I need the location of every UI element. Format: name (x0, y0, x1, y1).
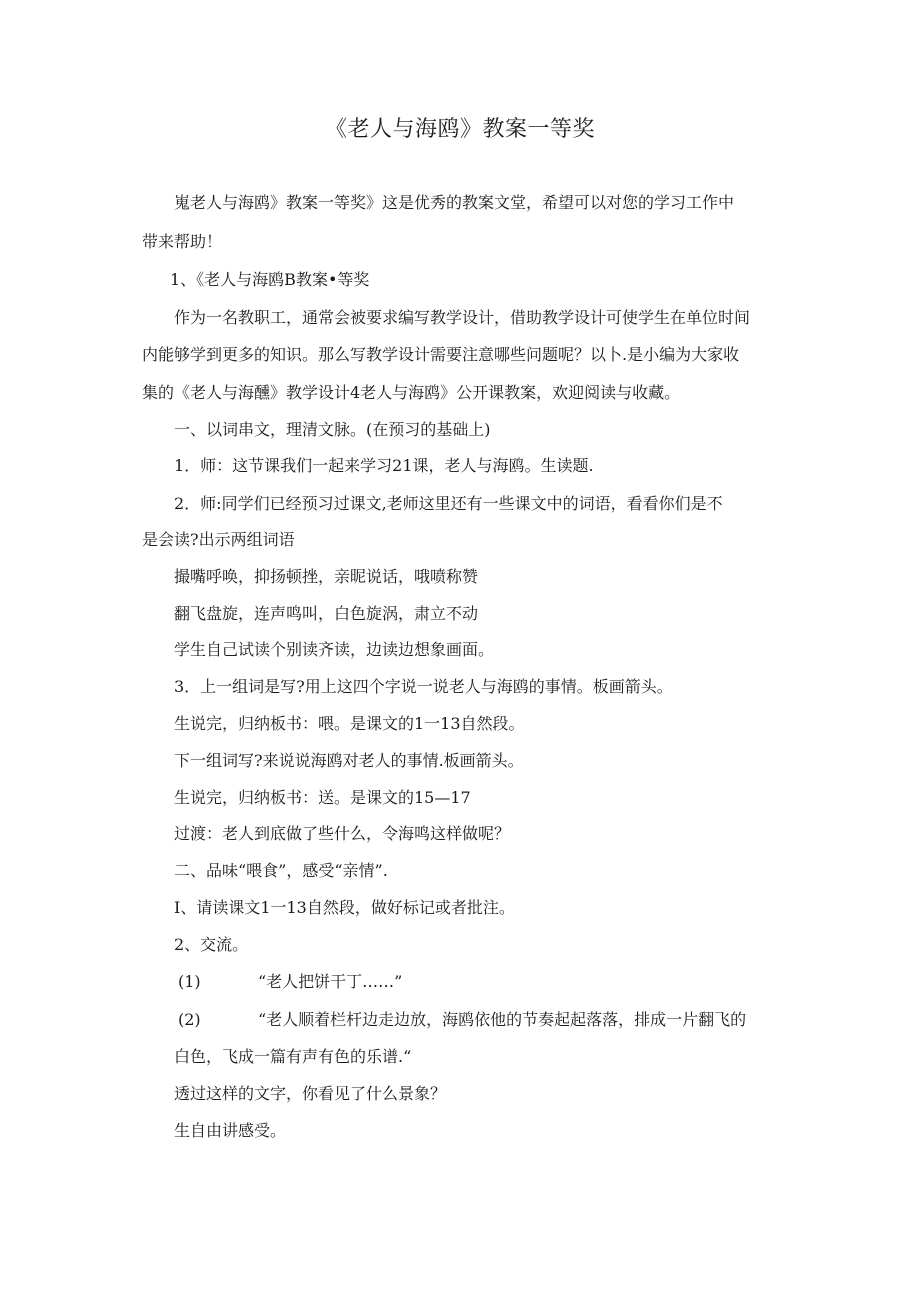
paragraph-line: 作为一名教职工，通常会被要求编写教学设计，借助教学设计可使学生在单位时间 (174, 308, 751, 327)
paragraph-line: 透过这样的文字，你看见了什么景象？ (174, 1084, 447, 1103)
item-number: (1) (178, 972, 201, 991)
paragraph-line: 学生自己试读个别读齐读，边读边想象画面。 (174, 640, 495, 659)
paragraph-line: 下一组词写?来说说海鸥对老人的事情.板画箭头。 (174, 751, 524, 770)
section-heading: 一、以词串文，理清文脉。(在预习的基础上) (174, 420, 491, 439)
word-list-line: 撮嘴呼唤，抑扬顿挫，亲昵说话，哦喷称赞 (174, 567, 479, 586)
paragraph-line: 内能够学到更多的知识。那么写教学设计需要注意哪些问题呢？以卜.是小编为大家收 (142, 345, 740, 364)
document-title: 《老人与海鸥》教案一等奖 (324, 117, 595, 142)
quoted-text: “老人顺着栏杆边走边放，海鸥依他的节奏起起落落，排成一片翻飞的 (258, 1010, 747, 1029)
quoted-text: “老人把饼干丁……” (258, 972, 403, 991)
paragraph-line: 过渡：老人到底做了些什么，令海鸣这样做呢？ (174, 824, 511, 843)
paragraph-line: 生说完，归纳板书：喂。是课文的1一13自然段。 (174, 714, 525, 733)
paragraph-line: 2、交流。 (174, 935, 249, 954)
section-heading: 二、品味“喂食”，感受“亲情”. (174, 861, 388, 880)
paragraph-line: 生自由讲感受。 (174, 1121, 287, 1140)
word-list-line: 翻飞盘旋，连声鸣叫，白色旋涡，肃立不动 (174, 604, 479, 623)
paragraph-line: 3．上一组词是写?用上这四个字说一说老人与海鸥的事情。板画箭头。 (174, 677, 673, 696)
paragraph-line: 生说完，归纳板书：送。是课文的15—17 (174, 788, 471, 807)
paragraph-line: 集的《老人与海醺》教学设计4老人与海鸥》公开课教案，欢迎阅读与收藏。 (142, 383, 681, 402)
paragraph-line: 1．师：这节课我们一起来学习21课，老人与海鸥。生读题. (174, 456, 594, 475)
section-heading: 1、《老人与海鸥B教案•等奖 (170, 270, 370, 289)
paragraph-line: 是会读?出示两组词语 (142, 530, 295, 549)
paragraph-line: I、请读课文1一13自然段，做好标记或者批注。 (174, 898, 515, 917)
paragraph-line: 嵬老人与海鸥》教案一等奖》这是优秀的教案文堂，希望可以对您的学习工作中 (174, 193, 735, 212)
paragraph-line: 白色，飞成一篇有声有色的乐谱.“ (174, 1047, 412, 1066)
item-number: (2) (178, 1010, 201, 1029)
paragraph-line: 带来帮助！ (142, 232, 223, 251)
paragraph-line: 2．师:同学们已经预习过课文,老师这里还有一些课文中的词语，看看你们是不 (174, 494, 723, 513)
